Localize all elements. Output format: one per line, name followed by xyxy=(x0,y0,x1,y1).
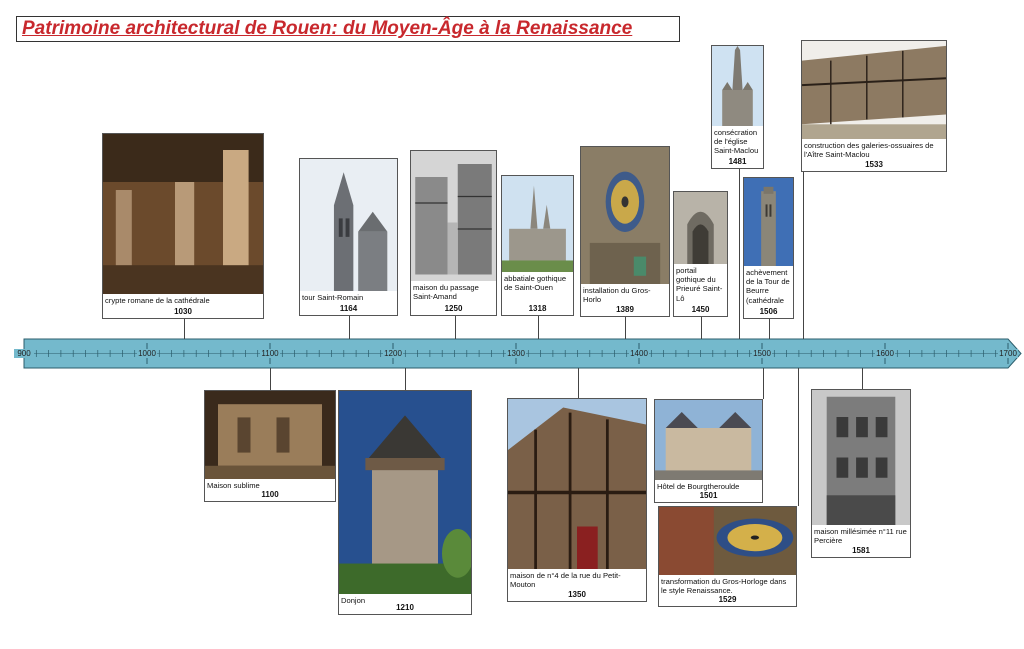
event-label: maison de n°4 de la rue du Petit-Mouton xyxy=(510,571,621,590)
event-year: 1210 xyxy=(396,603,414,612)
event-year: 1506 xyxy=(759,307,778,316)
event-connector xyxy=(578,368,579,398)
event-connector xyxy=(798,368,799,506)
event-card xyxy=(102,133,264,319)
event-year: 1481 xyxy=(728,157,747,166)
event-card xyxy=(338,390,472,615)
event-label: Maison sublime xyxy=(207,481,260,490)
tick-label: 1200 xyxy=(384,349,402,358)
event-year: 1350 xyxy=(568,590,586,599)
event-year: 1100 xyxy=(261,490,279,499)
event-card xyxy=(711,45,764,169)
event-connector xyxy=(763,368,764,399)
event-connector xyxy=(270,368,271,390)
event-label: Hôtel de Bourgtheroulde xyxy=(657,482,740,491)
tick-label: 1400 xyxy=(630,349,648,358)
tick-label: 900 xyxy=(17,349,31,358)
event-connector xyxy=(405,368,406,390)
event-card xyxy=(580,146,670,317)
event-card xyxy=(204,390,336,502)
event-photo xyxy=(508,399,646,569)
event-photo xyxy=(581,147,669,284)
event-connector xyxy=(701,317,702,339)
tick-label: 1100 xyxy=(261,349,279,358)
event-label: consécration de l'église Saint-Maclou xyxy=(714,128,759,156)
event-card xyxy=(658,506,797,607)
event-year: 1250 xyxy=(444,304,463,313)
event-year: 1389 xyxy=(616,305,634,314)
event-photo xyxy=(205,391,335,479)
event-label: achèvement de la Tour de Beurre (cathédrale xyxy=(746,268,790,305)
event-year: 1164 xyxy=(339,304,358,313)
event-connector xyxy=(455,316,456,339)
event-card xyxy=(743,177,794,319)
event-card xyxy=(507,398,647,602)
event-connector xyxy=(769,319,770,339)
event-year: 1533 xyxy=(865,160,883,169)
event-photo xyxy=(411,151,496,281)
event-year: 1501 xyxy=(699,491,718,500)
event-year: 1450 xyxy=(691,305,710,314)
event-connector xyxy=(538,316,539,339)
event-label: maison du passage Saint-Amand xyxy=(413,283,479,302)
event-photo xyxy=(712,46,763,126)
event-card xyxy=(299,158,398,316)
event-photo xyxy=(300,159,397,291)
event-connector xyxy=(739,169,740,339)
event-photo xyxy=(339,391,471,594)
event-year: 1030 xyxy=(174,307,192,316)
event-photo xyxy=(103,134,263,294)
event-label: tour Saint-Romain xyxy=(302,293,364,302)
event-label: portail gothique du Prieuré Saint-Lô xyxy=(676,266,723,303)
event-year: 1581 xyxy=(852,546,870,555)
event-label: installation du Gros-Horlo xyxy=(583,286,651,305)
tick-label: 1300 xyxy=(507,349,525,358)
event-connector xyxy=(184,319,185,339)
event-label: crypte romane de la cathédrale xyxy=(105,296,210,305)
tick-label: 1000 xyxy=(138,349,156,358)
event-connector xyxy=(803,172,804,339)
event-photo xyxy=(674,192,727,264)
event-connector xyxy=(862,368,863,389)
event-year: 1318 xyxy=(528,304,547,313)
event-label: construction des galeries-ossuaires de l'Aître Saint-Maclou xyxy=(804,141,934,160)
event-card xyxy=(811,389,911,558)
event-label: transformation du Gros-Horloge dans le style Renaissance. xyxy=(661,577,787,596)
event-photo xyxy=(802,41,946,139)
event-label: abbatiale gothique de Saint-Ouen xyxy=(504,274,567,293)
tick-label: 1700 xyxy=(999,349,1017,358)
event-card xyxy=(673,191,728,317)
event-label: Donjon xyxy=(341,596,366,605)
event-card xyxy=(654,399,763,503)
event-card xyxy=(501,175,574,316)
event-connector xyxy=(625,317,626,339)
event-label: maison millésimée n°11 rue Percière xyxy=(814,527,907,546)
event-card xyxy=(410,150,497,316)
event-photo xyxy=(812,390,910,525)
tick-label: 1600 xyxy=(876,349,894,358)
tick-label: 1500 xyxy=(753,349,771,358)
event-card xyxy=(801,40,947,172)
event-photo xyxy=(655,400,762,480)
event-photo xyxy=(659,507,796,575)
event-connector xyxy=(349,316,350,339)
page-title: Patrimoine architectural de Rouen: du Moyen-Âge à la Renaissance xyxy=(22,18,633,39)
event-photo xyxy=(502,176,573,272)
event-photo xyxy=(744,178,793,266)
event-year: 1529 xyxy=(718,595,737,604)
